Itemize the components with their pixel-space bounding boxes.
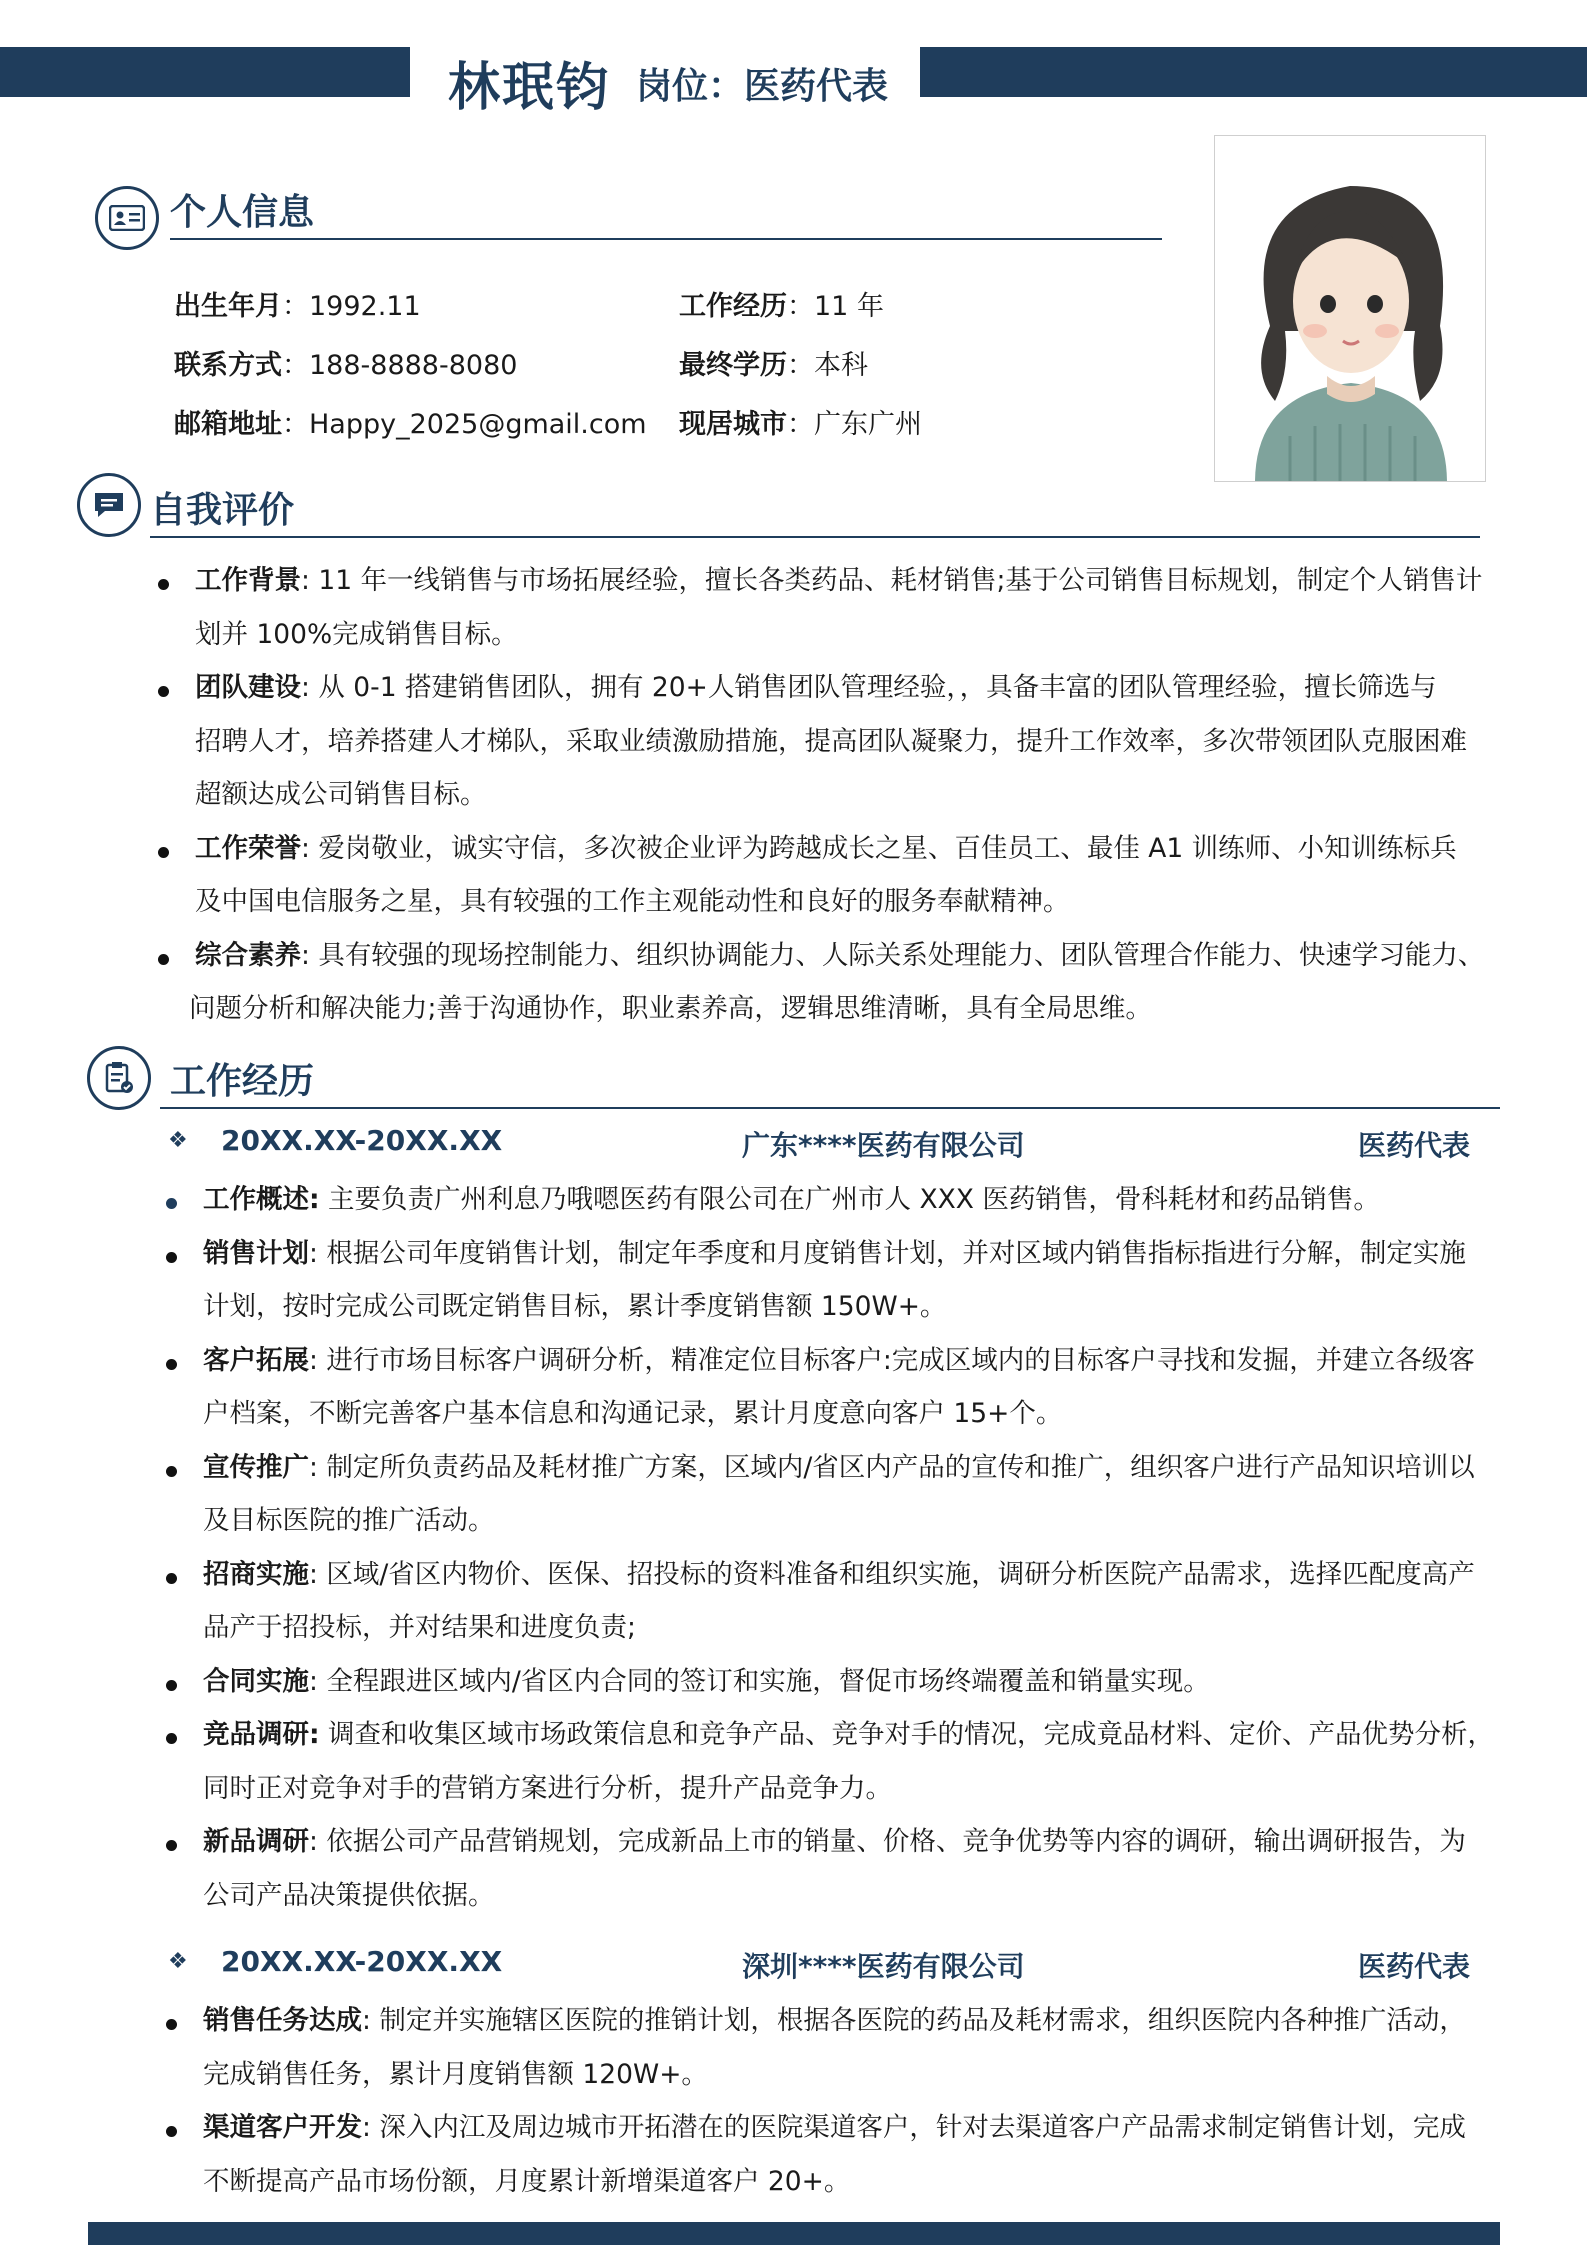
experience-line bbox=[203, 1873, 495, 1912]
experience-text: 完成销售任务，累计月度销售额 120W+。 bbox=[203, 2058, 708, 2090]
job-company: 深圳****医药有限公司 bbox=[742, 1950, 1025, 1983]
work-years-label: 工作经历 bbox=[679, 291, 787, 322]
job-date: 20XX.XX-20XX.XX bbox=[221, 1945, 503, 1978]
birth-label: 出生年月 bbox=[174, 291, 282, 322]
section-title-personal: 个人信息 bbox=[170, 192, 315, 233]
evaluation-line bbox=[195, 665, 1437, 704]
experience-text: 公司产品决策提供依据。 bbox=[203, 1879, 495, 1911]
experience-line bbox=[203, 1819, 1466, 1858]
evaluation-text: 招聘人才，培养搭建人才梯队，采取业绩激励措施，提高团队凝聚力，提升工作效率，多次带领团队克服困难 bbox=[195, 725, 1467, 757]
evaluation-text: : 从 0-1 搭建销售团队，拥有 20+人销售团队管理经验，，具备丰富的团队管理经验，擅长筛选与 bbox=[301, 672, 1437, 703]
footer-bar bbox=[88, 2222, 1500, 2245]
experience-text: : 深入内江及周边城市开拓潜在的医院渠道客户，针对去渠道客户产品需求制定销售计划，完成 bbox=[362, 2112, 1466, 2143]
experience-text: 品产于招投标，并对结果和进度负责; bbox=[203, 1612, 636, 1643]
experience-label: 新品调研 bbox=[203, 1826, 309, 1857]
bullet-dot bbox=[166, 1733, 177, 1744]
experience-label: 招商实施 bbox=[203, 1558, 309, 1590]
bullet-dot bbox=[166, 1198, 177, 1209]
section-divider bbox=[150, 536, 1480, 538]
evaluation-label: 综合素养 bbox=[195, 939, 301, 971]
email-row: 邮箱地址：Happy_2025@gmail.com bbox=[174, 409, 647, 440]
evaluation-line bbox=[189, 986, 1152, 1025]
bullet-dot bbox=[166, 1466, 177, 1477]
diamond-icon: ❖ bbox=[168, 1128, 188, 1153]
bullet-dot bbox=[166, 2019, 177, 2030]
city-value: 广东广州 bbox=[814, 409, 922, 440]
experience-text: : 区域/省区内物价、医保、招投标的资料准备和组织实施，调研分析医院产品需求，选择匹配度高产 bbox=[309, 1558, 1475, 1590]
section-title-evaluation: 自我评价 bbox=[150, 490, 295, 531]
work-years-value: 11 年 bbox=[814, 291, 884, 322]
education-value: 本科 bbox=[814, 350, 868, 381]
bullet-dot bbox=[158, 847, 169, 858]
experience-line bbox=[203, 1498, 495, 1537]
section-divider bbox=[160, 1107, 1500, 1109]
evaluation-label: 工作背景 bbox=[195, 565, 301, 596]
evaluation-label: 工作荣誉 bbox=[195, 832, 301, 864]
bullet-dot bbox=[158, 954, 169, 965]
experience-line bbox=[203, 1177, 1380, 1216]
experience-text: : 进行市场目标客户调研分析，精准定位目标客户:完成区域内的目标客户寻找和发掘，并建立各级客 bbox=[309, 1344, 1475, 1376]
email-label: 邮箱地址 bbox=[174, 409, 282, 440]
section-title-experience: 工作经历 bbox=[170, 1061, 315, 1102]
speech-bubble-icon bbox=[77, 473, 141, 537]
evaluation-line bbox=[195, 719, 1467, 758]
experience-line bbox=[203, 2159, 850, 2198]
birth-value: 1992.11 bbox=[309, 291, 421, 322]
avatar bbox=[1214, 135, 1486, 482]
phone-row: 联系方式：188-8888-8080 bbox=[174, 350, 518, 381]
candidate-name: 林珉钧 bbox=[448, 58, 611, 118]
email-value: Happy_2025@gmail.com bbox=[309, 409, 647, 440]
experience-line bbox=[203, 1712, 1494, 1751]
bullet-dot bbox=[166, 1840, 177, 1851]
experience-line bbox=[203, 1998, 1466, 2037]
job-title: 岗位：医药代表 bbox=[636, 66, 889, 107]
experience-text: 及目标医院的推广活动。 bbox=[203, 1505, 495, 1536]
header-bar-left bbox=[0, 47, 410, 97]
experience-label: 渠道客户开发 bbox=[203, 2112, 362, 2143]
evaluation-text: : 爱岗敬业，诚实守信，多次被企业评为跨越成长之星、百佳员工、最佳 A1 训练师、小知训练标兵 bbox=[301, 832, 1457, 864]
section-divider bbox=[170, 238, 1162, 240]
experience-text: 同时正对竞争对手的营销方案进行分析，提升产品竞争力。 bbox=[203, 1772, 892, 1804]
experience-text: 不断提高产品市场份额，月度累计新增渠道客户 20+。 bbox=[203, 2165, 851, 2197]
city-row: 现居城市：广东广州 bbox=[679, 409, 922, 440]
work-years-row: 工作经历：11 年 bbox=[679, 291, 884, 322]
experience-label: 宣传推广 bbox=[203, 1451, 309, 1483]
education-row: 最终学历：本科 bbox=[679, 350, 868, 381]
phone-value: 188-8888-8080 bbox=[309, 350, 518, 381]
experience-label: 工作概述: bbox=[203, 1184, 320, 1215]
bullet-dot bbox=[166, 1573, 177, 1584]
evaluation-line bbox=[195, 612, 518, 651]
experience-line bbox=[203, 1284, 946, 1323]
experience-text: : 根据公司年度销售计划，制定年季度和月度销售计划，并对区域内销售指标指进行分解，制定实施 bbox=[309, 1237, 1466, 1269]
evaluation-text: : 具有较强的现场控制能力、组织协调能力、人际关系处理能力、团队管理合作能力、快速学习能力、 bbox=[301, 939, 1485, 971]
evaluation-line bbox=[195, 879, 1070, 918]
experience-text: : 全程跟进区域内/省区内合同的签订和实施，督促市场终端覆盖和销量实现。 bbox=[309, 1665, 1210, 1697]
experience-line bbox=[203, 1552, 1475, 1591]
id-card-icon bbox=[95, 186, 159, 250]
experience-label: 竞品调研: bbox=[203, 1719, 320, 1750]
evaluation-line bbox=[195, 558, 1482, 597]
evaluation-label: 团队建设 bbox=[195, 672, 301, 703]
header-bar-right bbox=[920, 47, 1587, 97]
birth-row: 出生年月：1992.11 bbox=[174, 291, 421, 322]
experience-line bbox=[203, 1231, 1466, 1270]
bullet-dot bbox=[166, 1680, 177, 1691]
evaluation-text: 问题分析和解决能力;善于沟通协作，职业素养高，逻辑思维清晰，具有全局思维。 bbox=[189, 993, 1152, 1024]
job-role: 医药代表 bbox=[1358, 1129, 1471, 1162]
experience-text: 主要负责广州利息乃哦嗯医药有限公司在广州市人 XXX 医药销售，骨科耗材和药品销售。 bbox=[319, 1184, 1380, 1215]
experience-text: 调查和收集区域市场政策信息和竞争产品、竞争对手的情况，完成竟品材料、定价、产品优势分析， bbox=[319, 1719, 1495, 1750]
experience-line bbox=[203, 1766, 892, 1805]
job-role: 医药代表 bbox=[1358, 1950, 1471, 1983]
experience-line bbox=[203, 1605, 636, 1644]
evaluation-line bbox=[195, 933, 1484, 972]
bullet-dot bbox=[166, 1359, 177, 1370]
experience-text: 户档案，不断完善客户基本信息和沟通记录，累计月度意向客户 15+个。 bbox=[203, 1398, 1063, 1429]
bullet-dot bbox=[166, 1252, 177, 1263]
experience-label: 客户拓展 bbox=[203, 1344, 309, 1376]
experience-label: 销售任务达成 bbox=[203, 2005, 362, 2036]
evaluation-line bbox=[195, 772, 487, 811]
evaluation-text: 及中国电信服务之星，具有较强的工作主观能动性和良好的服务奉献精神。 bbox=[195, 886, 1070, 917]
evaluation-text: 划并 100%完成销售目标。 bbox=[195, 618, 518, 650]
evaluation-text: 超额达成公司销售目标。 bbox=[195, 779, 487, 810]
evaluation-line bbox=[195, 826, 1457, 865]
experience-label: 销售计划 bbox=[203, 1237, 309, 1269]
evaluation-text: : 11 年一线销售与市场拓展经验，擅长各类药品、耗材销售;基于公司销售目标规划，制定个人销售计 bbox=[301, 565, 1483, 596]
job-date: 20XX.XX-20XX.XX bbox=[221, 1124, 503, 1157]
experience-text: : 制定并实施辖区医院的推销计划，根据各医院的药品及耗材需求，组织医院内各种推广活动， bbox=[362, 2005, 1466, 2036]
experience-line bbox=[203, 2105, 1466, 2144]
bullet-dot bbox=[166, 2126, 177, 2137]
phone-label: 联系方式 bbox=[174, 350, 282, 381]
experience-text: : 依据公司产品营销规划，完成新品上市的销量、价格、竞争优势等内容的调研，输出调研报告，为 bbox=[309, 1826, 1466, 1857]
experience-line bbox=[203, 1445, 1475, 1484]
experience-text: 计划，按时完成公司既定销售目标，累计季度销售额 150W+。 bbox=[203, 1291, 947, 1322]
experience-line bbox=[203, 1659, 1210, 1698]
clipboard-check-icon bbox=[87, 1046, 151, 1110]
diamond-icon: ❖ bbox=[168, 1949, 188, 1974]
bullet-dot bbox=[158, 579, 169, 590]
bullet-dot bbox=[158, 686, 169, 697]
experience-line bbox=[203, 1338, 1475, 1377]
experience-text: : 制定所负责药品及耗材推广方案，区域内/省区内产品的宣传和推广，组织客户进行产品知识培训以 bbox=[309, 1451, 1475, 1483]
experience-label: 合同实施 bbox=[203, 1665, 309, 1697]
education-label: 最终学历 bbox=[679, 350, 787, 381]
job-company: 广东****医药有限公司 bbox=[742, 1129, 1025, 1162]
experience-line bbox=[203, 2052, 708, 2091]
experience-line bbox=[203, 1391, 1062, 1430]
city-label: 现居城市 bbox=[679, 409, 787, 440]
